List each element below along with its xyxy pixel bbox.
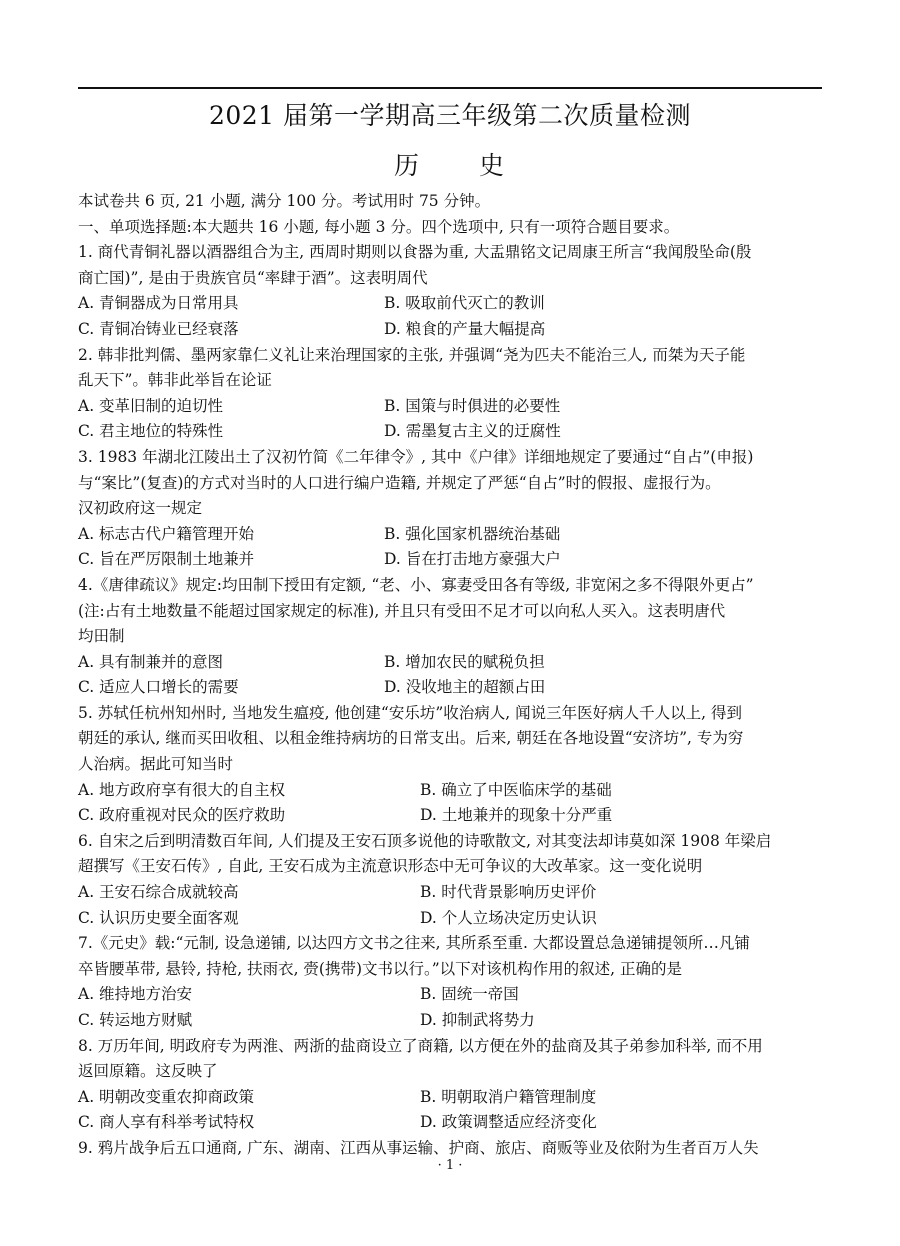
option-b: B. 时代背景影响历史评价	[420, 883, 597, 902]
question-8	[78, 1034, 826, 1136]
option-a: A. 地方政府享有很大的自主权	[78, 780, 286, 799]
question-stem-line: 9. 鸦片战争后五口通商, 广东、湖南、江西从事运输、护商、旅店、商贩等业及依附为生者百万人失	[78, 1138, 759, 1157]
option-c: C. 君主地位的特殊性	[78, 422, 224, 441]
option-c: C. 转运地方财赋	[78, 1011, 193, 1029]
question-7	[78, 931, 826, 1033]
question-stem-line: 7.《元史》载:“元制, 设急递铺, 以达四方文书之往来, 其所系至重. 大都设置总急递铺提领所…凡铺	[78, 934, 750, 953]
question-stem-line: 1. 商代青铜礼器以酒器组合为主, 西周时期则以食器为重, 大盂鼎铭文记周康王所言“我闻殷坠命(殷	[78, 243, 752, 262]
exam-body	[78, 189, 826, 1162]
question-stem-line: 8. 万历年间, 明政府专为两淮、两浙的盐商设立了商籍, 以方便在外的盐商及其子弟参加科举, 而不用	[78, 1036, 763, 1055]
top-rule	[78, 87, 822, 89]
option-a: A. 明朝改变重农抑商政策	[78, 1087, 255, 1106]
question-stem-line: 6. 自宋之后到明清数百年间, 人们提及王安石顶多说他的诗歌散文, 对其变法却讳莫如深 1908 年梁启	[78, 831, 772, 850]
question-stem-line: 朝廷的承认, 继而买田收租、以租金维持病坊的日常支出。后来, 朝廷在各地设置“安济坊”, 专为穷	[78, 729, 744, 748]
question-stem-line: 与“案比”(复查)的方式对当时的人口进行编户造籍, 并规定了严惩“自占”时的假报、虚报行为。	[78, 473, 721, 492]
question-4	[78, 573, 826, 701]
option-d: D. 旨在打击地方豪强大户	[384, 550, 561, 569]
question-6	[78, 829, 826, 931]
question-stem-line: 商亡国)”, 是由于贵族官员“率肆于酒”。这表明周代	[78, 268, 428, 287]
option-d: D. 粮食的产量大幅提高	[384, 319, 546, 338]
page-number: · 1 ·	[437, 1158, 463, 1173]
option-b: B. 国策与时俱进的必要性	[384, 396, 561, 415]
option-c: C. 商人享有科举考试特权	[78, 1113, 255, 1132]
question-stem-line: 均田制	[78, 627, 125, 646]
option-d: D. 抑制武将势力	[420, 1011, 535, 1029]
option-c: C. 适应人口增长的需要	[78, 678, 239, 697]
question-stem-line: 3. 1983 年湖北江陵出土了汉初竹简《二年律令》, 其中《户律》详细地规定了要通过“自占”(申报)	[78, 447, 754, 466]
question-stem-line: 汉初政府这一规定	[78, 499, 203, 518]
option-a: A. 变革旧制的迫切性	[78, 396, 224, 415]
option-a: A. 标志古代户籍管理开始	[78, 524, 255, 543]
question-stem-line: 超撰写《王安石传》, 自此, 王安石成为主流意识形态中无可争议的大改革家。这一变化说明	[78, 857, 703, 876]
option-c: C. 青铜冶铸业已经衰落	[78, 319, 239, 338]
option-b: B. 确立了中医临床学的基础	[420, 780, 612, 799]
exam-info: 本试卷共 6 页, 21 小题, 满分 100 分。考试用时 75 分钟。	[78, 192, 491, 210]
question-2	[78, 343, 826, 445]
section-title: 一、单项选择题:本大题共 16 小题, 每小题 3 分。四个选项中, 只有一项符合题目要求。	[78, 217, 680, 236]
option-b: B. 增加农民的赋税负担	[384, 652, 545, 671]
question-1	[78, 240, 826, 342]
exam-title: 2021 届第一学期高三年级第二次质量检测	[208, 101, 692, 130]
question-5	[78, 701, 826, 829]
option-d: D. 没收地主的超额占田	[384, 678, 546, 697]
option-c: C. 政府重视对民众的医疗救助	[78, 806, 286, 825]
option-b: B. 强化国家机器统治基础	[384, 524, 561, 543]
option-d: D. 政策调整适应经济变化	[420, 1113, 597, 1132]
question-stem-line: (注:占有土地数量不能超过国家规定的标准), 并且只有受田不足才可以向私人买入。这表明唐代	[78, 601, 726, 620]
option-b: B. 吸取前代灭亡的教训	[384, 294, 545, 313]
option-d: D. 个人立场决定历史认识	[420, 908, 597, 927]
option-b: B. 明朝取消户籍管理制度	[420, 1087, 597, 1106]
option-b: B. 固统一帝国	[420, 985, 519, 1004]
option-a: A. 王安石综合成就较高	[78, 883, 239, 902]
question-stem-line: 2. 韩非批判儒、墨两家靠仁义礼让来治理国家的主张, 并强调“尧为匹夫不能治三人, 而桀为天子能	[78, 345, 746, 364]
option-a: A. 维持地方治安	[78, 985, 193, 1004]
option-c: C. 认识历史要全面客观	[78, 908, 239, 927]
option-d: D. 土地兼并的现象十分严重	[420, 806, 613, 825]
option-d: D. 需墨复古主义的迂腐性	[384, 422, 561, 441]
subject-title: 历 史	[394, 151, 530, 180]
question-stem-line: 人治病。据此可知当时	[78, 755, 234, 774]
option-a: A. 具有制兼并的意图	[78, 652, 224, 671]
question-stem-line: 返回原籍。这反映了	[78, 1062, 218, 1081]
option-a: A. 青铜器成为日常用具	[78, 294, 239, 313]
question-stem-line: 卒皆腰革带, 悬铃, 持枪, 扶雨衣, 赍(携带)文书以行。”以下对该机构作用的叙述, 正确的是	[78, 959, 683, 978]
question-3	[78, 445, 826, 573]
question-stem-line: 乱天下”。韩非此举旨在论证	[78, 371, 272, 390]
question-stem-line: 5. 苏轼任杭州知州时, 当地发生瘟疫, 他创建“安乐坊”收治病人, 闻说三年医好病人千人以上, 得到	[78, 703, 742, 722]
question-stem-line: 4.《唐律疏议》规定:均田制下授田有定额, “老、小、寡妻受田各有等级, 非宽闲之多不得限外更占”	[78, 575, 754, 594]
option-c: C. 旨在严厉限制土地兼并	[78, 550, 255, 569]
